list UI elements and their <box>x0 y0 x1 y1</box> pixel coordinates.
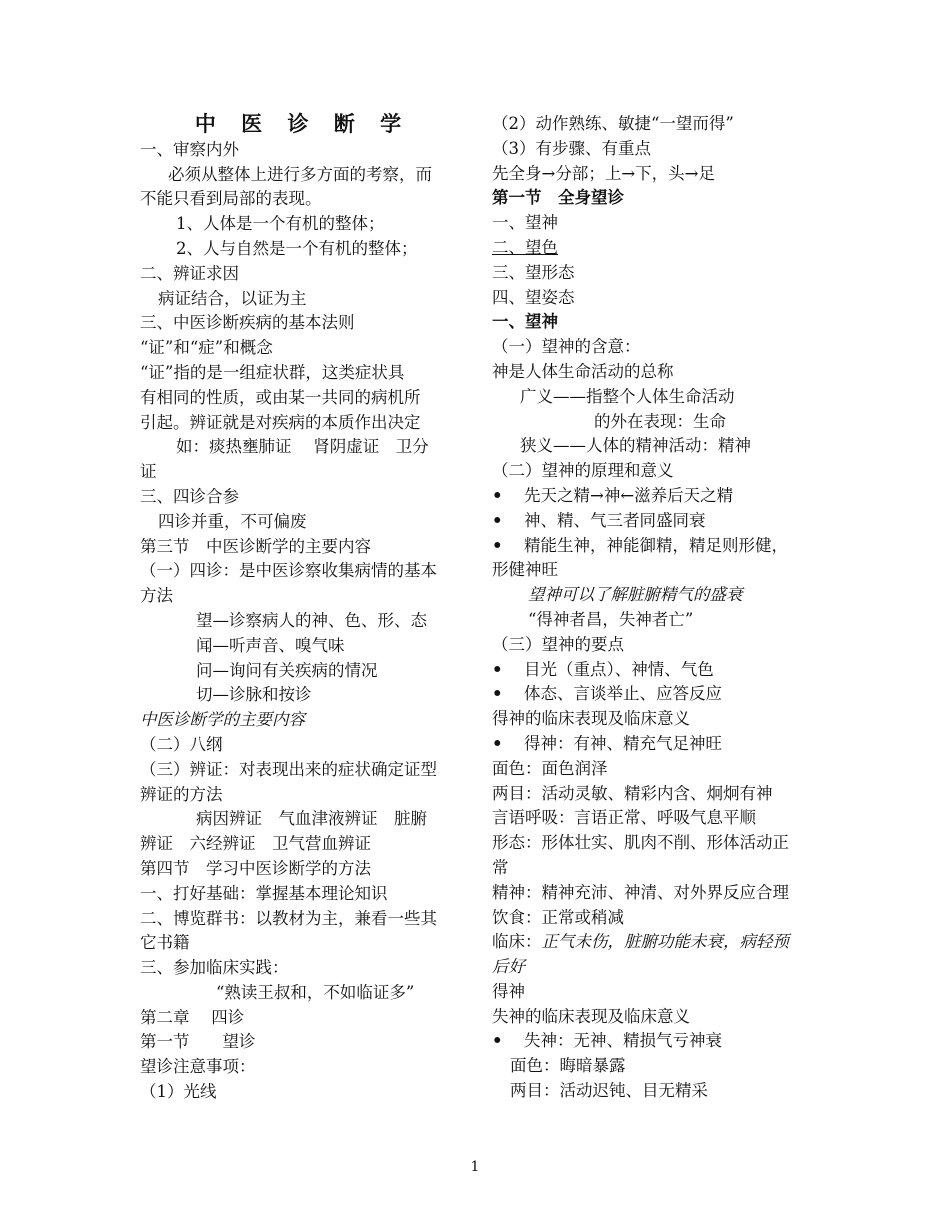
text-line <box>492 930 817 955</box>
italic-caption: 望神可以了解脏腑精气的盛衰 <box>528 585 743 605</box>
text-line: 必须从整体上进行多方面的考察，而 <box>168 164 432 184</box>
italic-text: 正气未伤，脏腑功能未衰，病轻预 <box>541 932 789 952</box>
outline-item: 四、望姿态 <box>492 287 575 307</box>
text-line: （一）望神的含意： <box>492 337 641 357</box>
text-line: “证”指的是一组症状群，这类症状具 <box>140 362 405 382</box>
text-line: 证 <box>140 462 157 482</box>
section-heading: 第一节 望诊 <box>140 1032 256 1052</box>
section-heading: 第一节 全身望诊 <box>492 188 624 208</box>
bullet-item: • 得神：有神、精充气足神旺 <box>492 732 817 757</box>
text-line: 引起。辨证就是对疾病的本质作出决定 <box>140 412 421 432</box>
quote-line: “熟读王叔和，不如临证多” <box>216 982 415 1002</box>
section-heading: 第三节 中医诊断学的主要内容 <box>140 536 371 556</box>
text-line: 言语呼吸：言语正常、呼吸气息平顺 <box>492 808 756 828</box>
text-line: （三）望神的要点 <box>492 634 624 654</box>
list-item: 切—诊脉和按诊 <box>196 685 312 705</box>
text-line: “证”和“症”和概念 <box>140 338 273 358</box>
list-item: 闻—听声音、嗅气味 <box>196 635 345 655</box>
text-line: 病因辨证 气血津液辨证 脏腑 <box>196 809 427 829</box>
heading-line: 三、中医诊断疾病的基本法则 <box>140 313 355 333</box>
list-item: 望—诊察病人的神、色、形、态 <box>196 610 427 630</box>
text-line: 狭义——人体的精神活动：精神 <box>520 436 751 456</box>
text-line: （二）望神的原理和意义 <box>492 461 674 481</box>
text-line: 病证结合，以证为主 <box>158 288 307 308</box>
heading-line: 二、辨证求因 <box>140 263 239 283</box>
heading-line: 一、审察内外 <box>140 139 239 159</box>
bullet-item: • 体态、言谈举止、应答反应 <box>492 682 817 707</box>
text-line: （三）辨证：对表现出来的症状确定证型 <box>140 759 437 779</box>
text-line: 得神的临床表现及临床意义 <box>492 709 690 729</box>
page-number: 1 <box>470 1159 480 1175</box>
text-line: （3）有步骤、有重点 <box>492 138 651 158</box>
list-item: 问—询问有关疾病的情况 <box>196 660 378 680</box>
subsection-heading: 一、望神 <box>492 312 558 332</box>
text-line: 不能只看到局部的表现。 <box>140 189 322 209</box>
italic-text: 后好 <box>492 957 525 977</box>
clinical-label: 临床： <box>492 932 542 952</box>
text-line: 二、博览群书：以教材为主，兼看一些其 <box>140 908 437 928</box>
text-line: 得神 <box>492 981 525 1001</box>
chapter-heading: 第二章 四诊 <box>140 1007 245 1027</box>
text-line: （1）光线 <box>140 1082 217 1102</box>
text-line: 面色：晦暗暴露 <box>510 1056 626 1076</box>
text-line: 辨证的方法 <box>140 784 223 804</box>
text-line: （一）四诊：是中医诊察收集病情的基本 <box>140 561 437 581</box>
text-line: 辨证 六经辨证 卫气营血辨证 <box>140 834 371 854</box>
left-column <box>140 112 465 1105</box>
text-line: （2）动作熟练、敏捷“一望而得” <box>492 114 734 133</box>
bullet-item: • 目光（重点）、神情、气色 <box>492 658 817 683</box>
bullet-item: • 神、精、气三者同盛同衰 <box>492 509 817 534</box>
text-line: 两目：活动灵敏、精彩内含、炯炯有神 <box>492 783 773 803</box>
text-line: 望诊注意事项： <box>140 1057 256 1077</box>
text-line: 先全身→分部；上→下，头→足 <box>492 163 715 183</box>
text-line: 它书籍 <box>140 933 190 953</box>
italic-caption: 中医诊断学的主要内容 <box>140 710 305 730</box>
bullet-item: • 失神：无神、精损气亏神衰 <box>492 1029 817 1054</box>
quote-line: “得神者昌，失神者亡” <box>528 609 694 629</box>
text-line: 精神：精神充沛、神清、对外界反应合理 <box>492 882 789 902</box>
text-line: 有相同的性质，或由某一共同的病机所 <box>140 387 421 407</box>
right-column <box>492 112 817 1104</box>
document-title: 中 医 诊 断 学 <box>194 111 411 136</box>
list-item: 1、人体是一个有机的整体； <box>176 214 385 234</box>
text-line: 广义——指整个人体生命活动 <box>520 386 735 406</box>
bullet-item: • 先天之精→神←滋养后天之精 <box>492 484 817 509</box>
text-line: 两目：活动迟钝、目无精采 <box>510 1081 708 1101</box>
text-line: 一、打好基础：掌握基本理论知识 <box>140 883 388 903</box>
text-line: 神是人体生命活动的总称 <box>492 361 674 381</box>
text-line: 面色：面色润泽 <box>492 758 608 778</box>
outline-item: 一、望神 <box>492 213 558 233</box>
text-line: 如：痰热壅肺证 肾阴虚证 卫分 <box>176 437 429 457</box>
outline-item: 三、望形态 <box>492 262 575 282</box>
list-item: 2、人与自然是一个有机的整体； <box>176 238 418 258</box>
section-heading: 第四节 学习中医诊断学的方法 <box>140 858 371 878</box>
text-line: 的外在表现：生命 <box>594 411 726 431</box>
text-line: 常 <box>492 857 509 877</box>
underlined-text: 二、望色 <box>492 237 558 257</box>
text-line: 方法 <box>140 586 173 606</box>
text-line: 形健神旺 <box>492 560 558 580</box>
outline-item <box>492 236 817 261</box>
text-line: 四诊并重，不可偏废 <box>158 511 307 531</box>
text-line: 三、参加临床实践： <box>140 958 289 978</box>
text-line: （二）八纲 <box>140 734 223 754</box>
text-line: 饮食：正常或稍减 <box>492 907 624 927</box>
text-line: 形态：形体壮实、肌肉不削、形体活动正 <box>492 833 789 853</box>
heading-line: 三、四诊合参 <box>140 486 239 506</box>
bullet-item: • 精能生神，神能御精，精足则形健， <box>492 534 817 559</box>
text-line: 失神的临床表现及临床意义 <box>492 1006 690 1026</box>
